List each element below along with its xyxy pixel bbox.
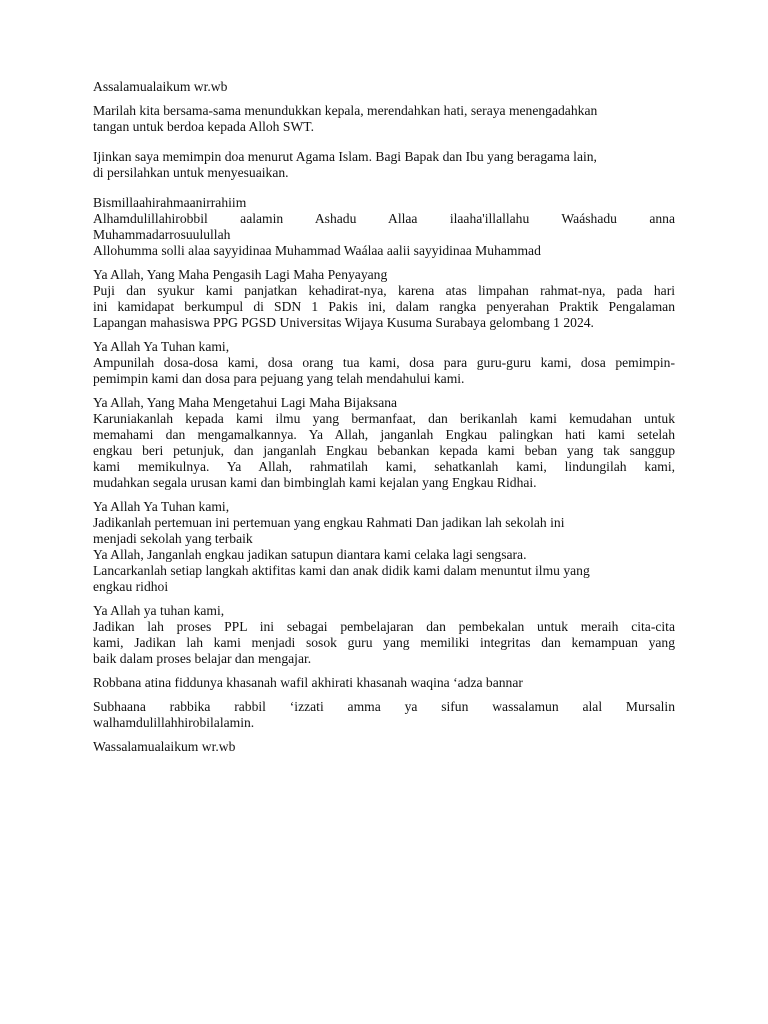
greeting-text: Assalamualaikum wr.wb — [93, 79, 228, 94]
opening-paragraph — [93, 195, 675, 259]
body-line: Jadikan lah proses PPL ini sebagai pembelajaran dan pembekalan untuk meraih cita-cita — [93, 619, 675, 634]
bismillah-line: Bismillaahirahmaanirrahiim — [93, 195, 247, 210]
body-line: engkau beri petunjuk, dan janganlah Engkau bebankan kepada kami beban yang tak sanggup — [93, 443, 675, 458]
body-line: Jadikanlah pertemuan ini pertemuan yang engkau Rahmati Dan jadikan lah sekolah ini — [93, 515, 565, 530]
section-heading: Ya Allah, Yang Maha Mengetahui Lagi Maha Bijaksana — [93, 395, 398, 410]
closing-line: walhamdulillahhirobilalamin. — [93, 715, 255, 730]
body-line: Karuniakanlah kepada kami ilmu yang bermanfaat, dan berikanlah kami kemudahan untuk — [93, 411, 675, 426]
body-line: kami, Jadikan lah kami menjadi sosok guru yang memiliki integritas dan kemampuan yang — [93, 635, 675, 650]
body-line: pemimpin kami dan dosa para pejuang yang telah mendahului kami. — [93, 371, 465, 386]
body-line: mudahkan segala urusan kami dan bimbinglah kami kejalan yang Engkau Ridhai. — [93, 475, 537, 490]
robbana-paragraph — [93, 675, 675, 691]
meeting-paragraph — [93, 499, 675, 595]
body-line: baik dalam proses belajar dan mengajar. — [93, 651, 312, 666]
shahada-line: Alhamdulillahirobbil aalamin Ashadu Allaa ilaaha'illallahu Waáshadu anna — [93, 211, 675, 226]
robbana-line: Robbana atina fiddunya khasanah wafil akhirati khasanah waqina ‘adza bannar — [93, 675, 523, 690]
salawat-line: Allohumma solli alaa sayyidinaa Muhammad Waálaa aalii sayyidinaa Muhammad — [93, 243, 541, 258]
section-heading: Ya Allah, Yang Maha Pengasih Lagi Maha Penyayang — [93, 267, 388, 282]
invitation-line: tangan untuk berdoa kepada Alloh SWT. — [93, 119, 314, 134]
permission-line: di persilahkan untuk menyesuaikan. — [93, 165, 289, 180]
body-line: memahami dan mengamalkannya. Ya Allah, janganlah Engkau palingkan hati kami setelah — [93, 427, 675, 442]
permission-paragraph — [93, 149, 675, 181]
closing-prayer-paragraph — [93, 699, 675, 731]
invitation-paragraph — [93, 103, 675, 135]
body-line: Lancarkanlah setiap langkah aktifitas kami dan anak didik kami dalam menuntut ilmu yang — [93, 563, 590, 578]
invitation-line: Marilah kita bersama-sama menundukkan kepala, merendahkan hati, seraya menengadahkan — [93, 103, 598, 118]
body-line: engkau ridhoi — [93, 579, 169, 594]
body-line: Ampunilah dosa-dosa kami, dosa orang tua kami, dosa para guru-guru kami, dosa pemimpin- — [93, 355, 675, 370]
body-line: Ya Allah, Janganlah engkau jadikan satupun diantara kami celaka lagi sengsara. — [93, 547, 527, 562]
farewell-text: Wassalamualaikum wr.wb — [93, 739, 236, 754]
body-line: Lapangan mahasiswa PPG PGSD Universitas Wijaya Kusuma Surabaya gelombang 1 2024. — [93, 315, 594, 330]
body-line: menjadi sekolah yang terbaik — [93, 531, 253, 546]
body-line: kami memikulnya. Ya Allah, rahmatilah kami, sehatkanlah kami, lindungilah kami, — [93, 459, 675, 474]
section-heading: Ya Allah ya tuhan kami, — [93, 603, 225, 618]
knowledge-paragraph — [93, 395, 675, 491]
shahada-line: Muhammadarrosuulullah — [93, 227, 231, 242]
ppl-paragraph — [93, 603, 675, 667]
closing-line: Subhaana rabbika rabbil ‘izzati amma ya sifun wassalamun alal Mursalin — [93, 699, 675, 714]
section-heading: Ya Allah Ya Tuhan kami, — [93, 339, 230, 354]
greeting — [93, 79, 675, 95]
body-line: Puji dan syukur kami panjatkan kehadirat-nya, karena atas limpahan rahmat-nya, pada hari — [93, 283, 675, 298]
farewell — [93, 739, 675, 755]
section-heading: Ya Allah Ya Tuhan kami, — [93, 499, 230, 514]
body-line: ini kamidapat berkumpul di SDN 1 Pakis ini, dalam rangka penyerahan Praktik Pengalaman — [93, 299, 675, 314]
forgiveness-paragraph — [93, 339, 675, 387]
gratitude-paragraph — [93, 267, 675, 331]
permission-line: Ijinkan saya memimpin doa menurut Agama Islam. Bagi Bapak dan Ibu yang beragama lain, — [93, 149, 597, 164]
prayer-document — [93, 79, 675, 763]
